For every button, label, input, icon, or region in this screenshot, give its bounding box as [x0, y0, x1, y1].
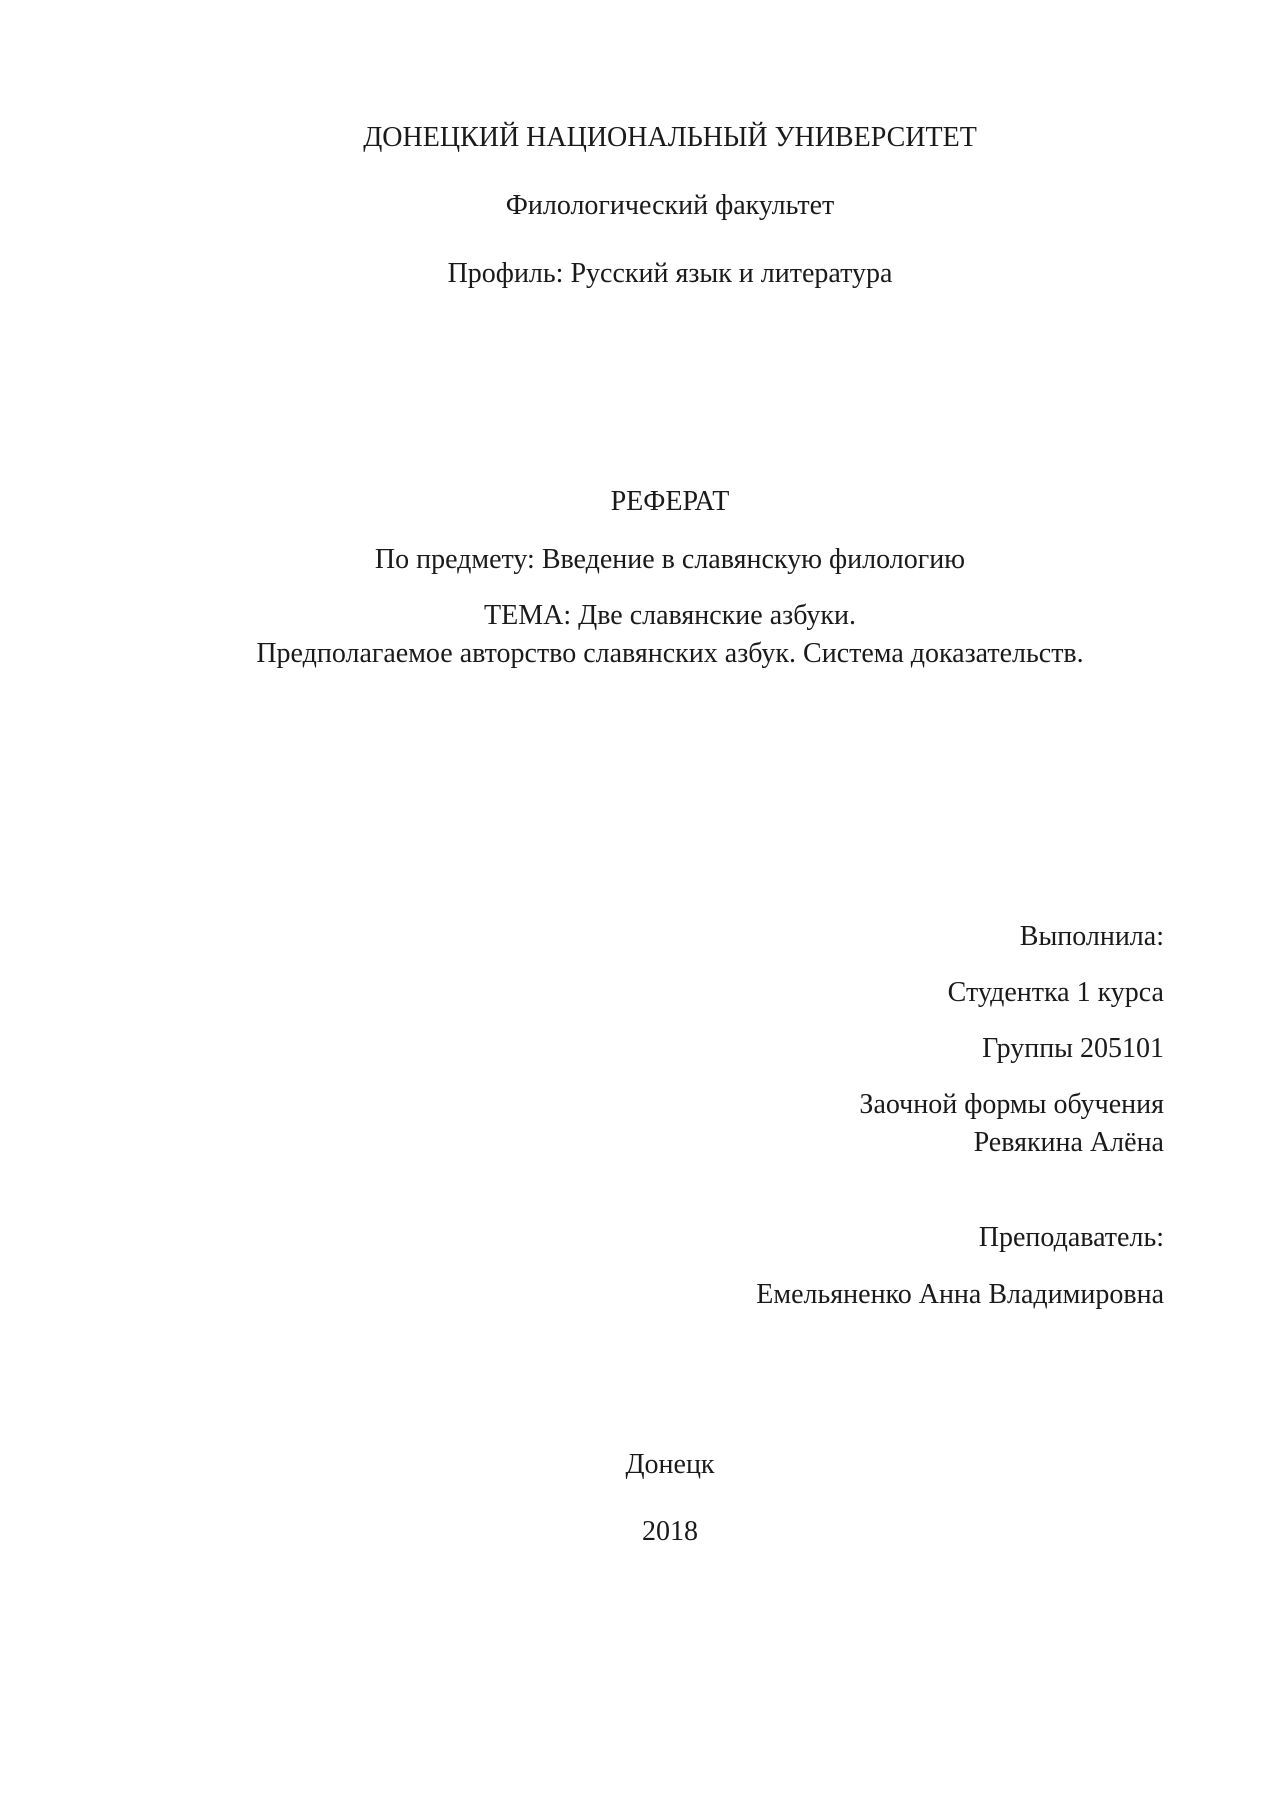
profile-line: Профиль: Русский язык и литература — [447, 258, 893, 289]
student-group: Группы 205101 — [982, 1033, 1164, 1064]
teacher-name: Емельяненко Анна Владимировна — [756, 1279, 1164, 1310]
university-name: ДОНЕЦКИЙ НАЦИОНАЛЬНЫЙ УНИВЕРСИТЕТ — [363, 122, 977, 153]
performed-label: Выполнила: — [1019, 921, 1164, 952]
year: 2018 — [642, 1516, 698, 1547]
topic-line-1: ТЕМА: Две славянские азбуки. — [484, 600, 856, 631]
city-name: Донецк — [625, 1449, 715, 1480]
document-type: РЕФЕРАТ — [610, 486, 730, 517]
student-name: Ревякина Алёна — [973, 1127, 1164, 1158]
teacher-label: Преподаватель: — [978, 1222, 1164, 1253]
study-form: Заочной формы обучения — [859, 1089, 1164, 1120]
topic-line-2: Предполагаемое авторство славянских азбук. Система доказательств. — [256, 638, 1084, 669]
subject-line: По предмету: Введение в славянскую филологию — [374, 544, 966, 575]
student-course: Студентка 1 курса — [947, 977, 1164, 1008]
faculty-name: Филологический факультет — [505, 190, 835, 221]
